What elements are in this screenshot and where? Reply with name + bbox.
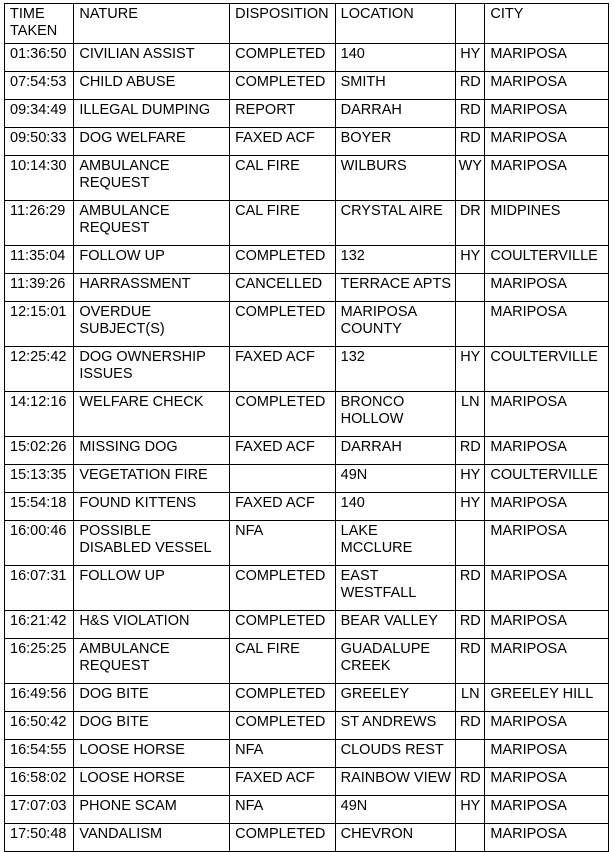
cell-location: BRONCO HOLLOW (335, 392, 456, 437)
cell-location: GREELEY (335, 684, 456, 712)
cell-nature: H&S VIOLATION (74, 611, 230, 639)
table-row (5, 493, 609, 521)
cell-nature: FOUND KITTENS (74, 493, 230, 521)
table-row (5, 611, 609, 639)
table-row (5, 392, 609, 437)
table-row (5, 824, 609, 852)
cell-nature: HARRASSMENT (74, 274, 230, 302)
cell-street-suffix (456, 274, 485, 302)
cell-time: 16:25:25 (5, 639, 74, 684)
cell-city: COULTERVILLE (485, 246, 609, 274)
cell-location: 132 (335, 347, 456, 392)
cell-time: 09:34:49 (5, 100, 74, 128)
cell-location: MARIPOSA COUNTY (335, 302, 456, 347)
cell-disposition: NFA (230, 796, 336, 824)
cell-street-suffix: RD (456, 611, 485, 639)
cell-nature: FOLLOW UP (74, 246, 230, 274)
cell-location: 132 (335, 246, 456, 274)
cell-city: MARIPOSA (485, 100, 609, 128)
cell-time: 11:35:04 (5, 246, 74, 274)
table-row (5, 639, 609, 684)
cell-nature: CIVILIAN ASSIST (74, 44, 230, 72)
cell-disposition: CAL FIRE (230, 156, 336, 201)
cell-street-suffix: LN (456, 392, 485, 437)
header-disposition: DISPOSITION (230, 4, 336, 44)
table-row (5, 796, 609, 824)
cell-nature: AMBULANCE REQUEST (74, 201, 230, 246)
cell-street-suffix: RD (456, 437, 485, 465)
cell-time: 15:02:26 (5, 437, 74, 465)
table-body (5, 44, 609, 852)
table-row (5, 712, 609, 740)
cell-city: MARIPOSA (485, 44, 609, 72)
cell-nature: DOG BITE (74, 712, 230, 740)
cell-street-suffix (456, 302, 485, 347)
cell-location: DARRAH (335, 100, 456, 128)
cell-street-suffix: HY (456, 44, 485, 72)
cell-nature: DOG OWNERSHIP ISSUES (74, 347, 230, 392)
cell-nature: CHILD ABUSE (74, 72, 230, 100)
cell-location: BOYER (335, 128, 456, 156)
table-row (5, 684, 609, 712)
cell-disposition: REPORT (230, 100, 336, 128)
cell-location: 49N (335, 465, 456, 493)
call-log-table (4, 3, 609, 852)
cell-disposition: COMPLETED (230, 44, 336, 72)
table-row (5, 521, 609, 566)
cell-time: 16:49:56 (5, 684, 74, 712)
cell-time: 16:00:46 (5, 521, 74, 566)
table-row (5, 274, 609, 302)
cell-street-suffix: WY (456, 156, 485, 201)
cell-city: MARIPOSA (485, 156, 609, 201)
cell-time: 15:13:35 (5, 465, 74, 493)
cell-city: MARIPOSA (485, 712, 609, 740)
cell-nature: AMBULANCE REQUEST (74, 156, 230, 201)
cell-time: 15:54:18 (5, 493, 74, 521)
cell-nature: DOG WELFARE (74, 128, 230, 156)
cell-time: 11:26:29 (5, 201, 74, 246)
cell-nature: MISSING DOG (74, 437, 230, 465)
cell-time: 12:15:01 (5, 302, 74, 347)
table-row (5, 100, 609, 128)
cell-city: COULTERVILLE (485, 347, 609, 392)
cell-disposition: FAXED ACF (230, 768, 336, 796)
cell-street-suffix: HY (456, 796, 485, 824)
table-row (5, 347, 609, 392)
header-nature: NATURE (74, 4, 230, 44)
cell-time: 17:07:03 (5, 796, 74, 824)
cell-street-suffix: HY (456, 347, 485, 392)
cell-location: 140 (335, 44, 456, 72)
cell-disposition: NFA (230, 740, 336, 768)
cell-street-suffix: LN (456, 684, 485, 712)
cell-disposition: COMPLETED (230, 392, 336, 437)
cell-disposition (230, 465, 336, 493)
cell-city: MARIPOSA (485, 493, 609, 521)
cell-nature: AMBULANCE REQUEST (74, 639, 230, 684)
cell-disposition: FAXED ACF (230, 437, 336, 465)
cell-disposition: FAXED ACF (230, 347, 336, 392)
cell-time: 07:54:53 (5, 72, 74, 100)
table-row (5, 156, 609, 201)
cell-city: MARIPOSA (485, 796, 609, 824)
cell-city: MARIPOSA (485, 302, 609, 347)
cell-disposition: COMPLETED (230, 684, 336, 712)
cell-time: 16:50:42 (5, 712, 74, 740)
cell-time: 16:54:55 (5, 740, 74, 768)
cell-disposition: CAL FIRE (230, 201, 336, 246)
table-row (5, 566, 609, 611)
header-street-suffix (456, 4, 485, 44)
cell-nature: ILLEGAL DUMPING (74, 100, 230, 128)
table-row (5, 740, 609, 768)
cell-nature: PHONE SCAM (74, 796, 230, 824)
cell-time: 17:50:48 (5, 824, 74, 852)
cell-location: EAST WESTFALL (335, 566, 456, 611)
cell-disposition: COMPLETED (230, 246, 336, 274)
cell-disposition: FAXED ACF (230, 493, 336, 521)
cell-time: 11:39:26 (5, 274, 74, 302)
header-row (5, 4, 609, 44)
cell-time: 09:50:33 (5, 128, 74, 156)
cell-street-suffix: HY (456, 246, 485, 274)
cell-disposition: COMPLETED (230, 712, 336, 740)
cell-city: GREELEY HILL (485, 684, 609, 712)
cell-time: 14:12:16 (5, 392, 74, 437)
cell-location: LAKE MCCLURE (335, 521, 456, 566)
cell-street-suffix: DR (456, 201, 485, 246)
cell-street-suffix (456, 740, 485, 768)
cell-city: MARIPOSA (485, 274, 609, 302)
cell-city: MARIPOSA (485, 392, 609, 437)
cell-city: MARIPOSA (485, 639, 609, 684)
cell-nature: POSSIBLE DISABLED VESSEL (74, 521, 230, 566)
table-row (5, 44, 609, 72)
cell-location: CHEVRON (335, 824, 456, 852)
cell-time: 16:21:42 (5, 611, 74, 639)
table-row (5, 302, 609, 347)
cell-city: MARIPOSA (485, 611, 609, 639)
cell-street-suffix: HY (456, 493, 485, 521)
cell-location: ST ANDREWS (335, 712, 456, 740)
cell-location: WILBURS (335, 156, 456, 201)
cell-time: 01:36:50 (5, 44, 74, 72)
cell-city: MARIPOSA (485, 72, 609, 100)
cell-nature: VANDALISM (74, 824, 230, 852)
cell-nature: LOOSE HORSE (74, 768, 230, 796)
cell-street-suffix: RD (456, 639, 485, 684)
cell-city: MARIPOSA (485, 128, 609, 156)
cell-nature: LOOSE HORSE (74, 740, 230, 768)
cell-disposition: COMPLETED (230, 302, 336, 347)
cell-disposition: CAL FIRE (230, 639, 336, 684)
cell-disposition: NFA (230, 521, 336, 566)
table-row (5, 246, 609, 274)
cell-city: MARIPOSA (485, 437, 609, 465)
call-log-page (4, 3, 609, 852)
header-time-taken: TIME TAKEN (5, 4, 74, 44)
cell-nature: WELFARE CHECK (74, 392, 230, 437)
cell-location: CLOUDS REST (335, 740, 456, 768)
cell-street-suffix: RD (456, 566, 485, 611)
cell-location: TERRACE APTS (335, 274, 456, 302)
cell-location: 140 (335, 493, 456, 521)
cell-time: 16:58:02 (5, 768, 74, 796)
cell-location: BEAR VALLEY (335, 611, 456, 639)
cell-location: CRYSTAL AIRE (335, 201, 456, 246)
cell-time: 12:25:42 (5, 347, 74, 392)
cell-location: DARRAH (335, 437, 456, 465)
cell-location: GUADALUPE CREEK (335, 639, 456, 684)
cell-nature: FOLLOW UP (74, 566, 230, 611)
cell-street-suffix: RD (456, 128, 485, 156)
cell-street-suffix: RD (456, 712, 485, 740)
table-row (5, 72, 609, 100)
table-row (5, 437, 609, 465)
cell-nature: VEGETATION FIRE (74, 465, 230, 493)
cell-street-suffix: RD (456, 72, 485, 100)
table-row (5, 128, 609, 156)
header-city: CITY (485, 4, 609, 44)
table-row (5, 201, 609, 246)
table-row (5, 768, 609, 796)
cell-nature: OVERDUE SUBJECT(S) (74, 302, 230, 347)
cell-city: MARIPOSA (485, 768, 609, 796)
cell-disposition: FAXED ACF (230, 128, 336, 156)
cell-street-suffix (456, 824, 485, 852)
cell-city: COULTERVILLE (485, 465, 609, 493)
cell-street-suffix: RD (456, 768, 485, 796)
cell-location: RAINBOW VIEW (335, 768, 456, 796)
cell-location: SMITH (335, 72, 456, 100)
cell-city: MARIPOSA (485, 824, 609, 852)
cell-disposition: COMPLETED (230, 72, 336, 100)
cell-time: 10:14:30 (5, 156, 74, 201)
cell-street-suffix (456, 521, 485, 566)
cell-city: MIDPINES (485, 201, 609, 246)
cell-disposition: COMPLETED (230, 611, 336, 639)
cell-city: MARIPOSA (485, 566, 609, 611)
cell-disposition: CANCELLED (230, 274, 336, 302)
cell-city: MARIPOSA (485, 521, 609, 566)
cell-city: MARIPOSA (485, 740, 609, 768)
cell-street-suffix: HY (456, 465, 485, 493)
cell-nature: DOG BITE (74, 684, 230, 712)
table-row (5, 465, 609, 493)
cell-disposition: COMPLETED (230, 824, 336, 852)
cell-time: 16:07:31 (5, 566, 74, 611)
cell-disposition: COMPLETED (230, 566, 336, 611)
header-location: LOCATION (335, 4, 456, 44)
cell-location: 49N (335, 796, 456, 824)
cell-street-suffix: RD (456, 100, 485, 128)
